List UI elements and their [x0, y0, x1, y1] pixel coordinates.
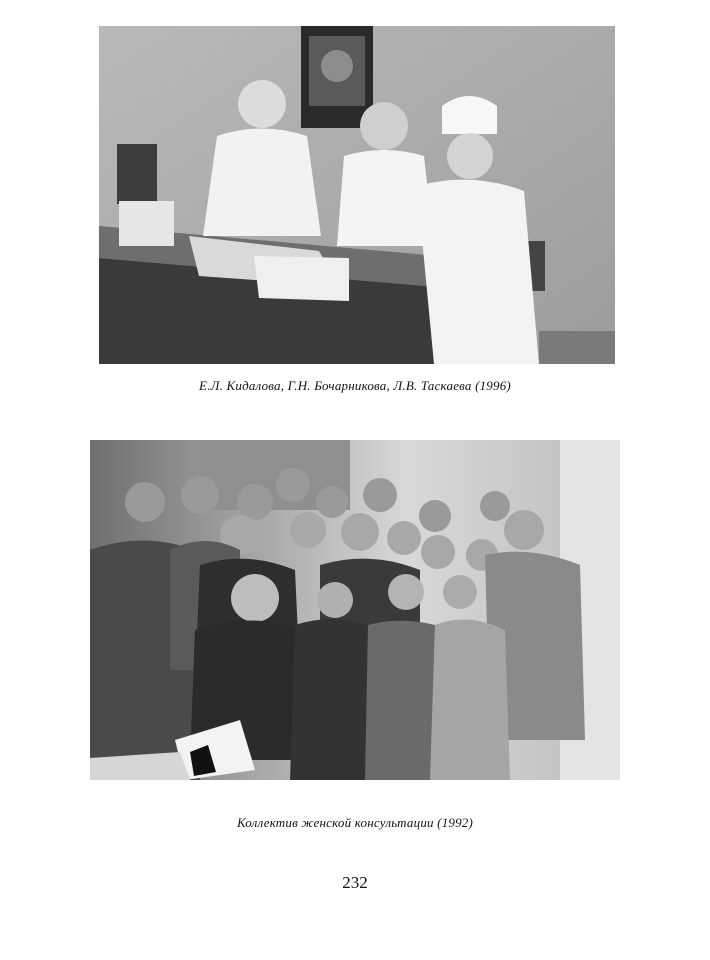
photo-clinic-staff-group [90, 440, 620, 780]
photo-three-doctors-at-desk [99, 26, 615, 364]
photo-caption: Коллектив женской консультации (1992) [236, 815, 474, 830]
photo-clinic-staff-illustration [90, 440, 620, 780]
page-number: 232 [342, 873, 368, 892]
photo-caption: Е.Л. Кидалова, Г.Н. Бочарникова, Л.В. Таскаева (1996) [199, 378, 511, 393]
photo-three-doctors-illustration [99, 26, 615, 364]
